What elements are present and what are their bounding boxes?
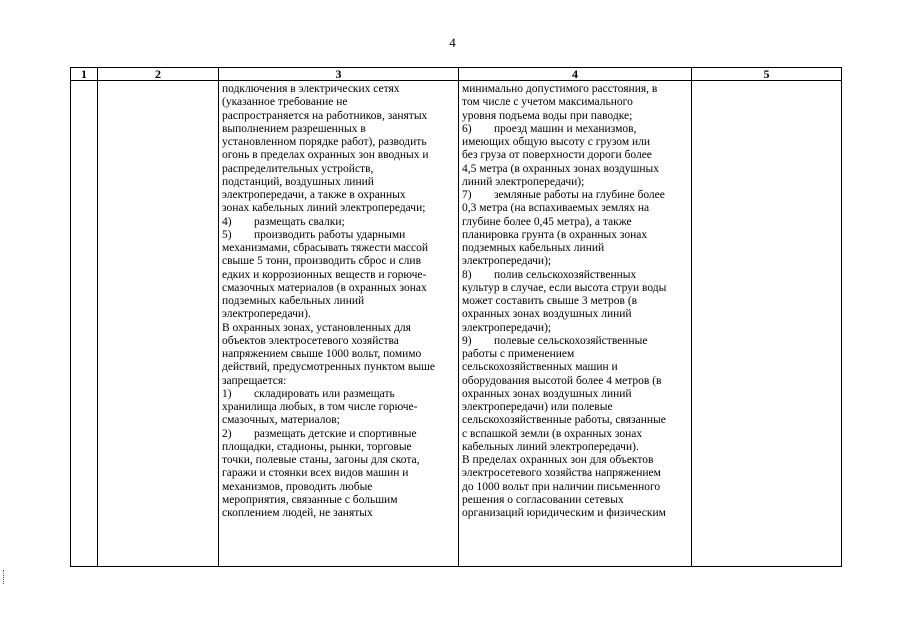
line-text: оборудования высотой более 4 метров (в xyxy=(462,374,662,387)
text-line xyxy=(222,375,455,388)
text-line xyxy=(222,216,455,229)
line-text: размещать свалки; xyxy=(254,215,345,228)
line-text: уровня подъема воды при паводке; xyxy=(462,109,633,122)
text-line xyxy=(222,110,455,123)
cell-column-5 xyxy=(692,81,842,567)
text-line xyxy=(462,136,688,149)
cell-column-2 xyxy=(98,81,219,567)
line-text: электропередачи); xyxy=(462,255,552,268)
line-text: с вспашкой земли (в охранных зонах xyxy=(462,427,643,440)
line-text: электропередачи); xyxy=(462,321,552,334)
text-line xyxy=(222,494,455,507)
line-text: В охранных зонах, установленных для xyxy=(222,321,411,334)
line-text: сельскохозяйственных машин и xyxy=(462,361,618,374)
line-text: складировать или размещать xyxy=(254,387,395,400)
text-line xyxy=(222,467,455,480)
item-number: 6) xyxy=(462,122,472,135)
text-line xyxy=(222,348,455,361)
text-line xyxy=(462,149,688,162)
line-text: действий, предусмотренных пунктом выше xyxy=(222,361,436,374)
text-line xyxy=(222,163,455,176)
restrictions-text-col3 xyxy=(219,81,458,520)
text-line xyxy=(462,401,688,414)
line-text: глубине более 0,45 метра), а также xyxy=(462,215,632,228)
text-line xyxy=(462,202,688,215)
text-line xyxy=(462,189,688,202)
text-line xyxy=(462,322,688,335)
line-text: точки, полевые станы, загоны для скота, xyxy=(222,454,420,466)
line-text: организаций юридическим и физическим xyxy=(462,507,666,519)
line-text: распределительных устройств, xyxy=(222,162,374,175)
line-text: охранных зонах воздушных линий xyxy=(462,387,632,400)
line-text: кабельных линий электропередачи). xyxy=(462,440,639,453)
text-line xyxy=(222,388,455,401)
text-line xyxy=(222,428,455,441)
text-line xyxy=(462,295,688,308)
line-text: подстанций, воздушных линий xyxy=(222,175,374,188)
text-line xyxy=(222,229,455,242)
text-line xyxy=(222,149,455,162)
text-line xyxy=(222,454,455,467)
column-header-3: 3 xyxy=(219,68,459,81)
text-line xyxy=(222,481,455,494)
line-text: смазочных материалов (в охранных зонах xyxy=(222,281,427,294)
line-text: электропередачи). xyxy=(222,308,311,321)
line-text: скоплением людей, не занятых xyxy=(222,507,373,519)
line-text: свыше 5 тонн, производить сброс и слив xyxy=(222,255,421,268)
column-header-1: 1 xyxy=(71,68,98,81)
cell-column-3 xyxy=(219,81,459,567)
item-number: 1) xyxy=(222,387,232,400)
item-number: 4) xyxy=(222,215,232,228)
text-line xyxy=(462,282,688,295)
line-text: гаражи и стоянки всех видов машин и xyxy=(222,467,409,480)
line-text: распространяется на работников, занятых xyxy=(222,109,428,122)
margin-mark xyxy=(3,570,8,584)
text-line xyxy=(222,441,455,454)
text-line xyxy=(222,507,455,520)
text-line xyxy=(222,176,455,189)
text-line xyxy=(462,255,688,268)
text-line xyxy=(462,454,688,467)
text-line xyxy=(222,242,455,255)
cell-column-1 xyxy=(71,81,98,567)
text-line xyxy=(222,202,455,215)
restrictions-text-col4 xyxy=(459,81,691,520)
line-text: электросетевого хозяйства напряжением xyxy=(462,467,661,480)
line-text: объектов электросетевого хозяйства xyxy=(222,334,399,347)
text-line xyxy=(222,136,455,149)
line-text: культур в случае, если высота струи воды xyxy=(462,281,667,294)
text-line xyxy=(222,83,455,96)
line-text: том числе с учетом максимального xyxy=(462,96,633,109)
item-number: 9) xyxy=(462,334,472,347)
table-row xyxy=(71,81,842,567)
table-header-row xyxy=(71,68,842,81)
line-text: зонах кабельных линий электропередачи; xyxy=(222,202,426,215)
text-line xyxy=(222,401,455,414)
text-line xyxy=(462,467,688,480)
line-text: решения о согласовании сетевых xyxy=(462,493,624,506)
line-text: напряжением свыше 1000 вольт, помимо xyxy=(222,348,422,360)
text-line xyxy=(462,83,688,96)
line-text: может составить свыше 3 метров (в xyxy=(462,295,638,307)
text-line xyxy=(222,189,455,202)
text-line xyxy=(222,414,455,427)
line-text: производить работы ударными xyxy=(254,228,406,241)
item-number: 5) xyxy=(222,228,232,241)
line-text: установленном порядке работ), разводить xyxy=(222,136,427,148)
line-text: охранных зонах воздушных линий xyxy=(462,308,632,321)
text-line xyxy=(222,269,455,282)
cell-column-4 xyxy=(459,81,692,567)
line-text: смазочных, материалов; xyxy=(222,414,340,427)
line-text: подключения в электрических сетях xyxy=(222,83,400,95)
line-text: полевые сельскохозяйственные xyxy=(494,334,648,347)
text-line xyxy=(222,123,455,136)
column-header-2: 2 xyxy=(98,68,219,81)
line-text: имеющих общую высоту с грузом или xyxy=(462,136,651,148)
line-text: сельскохозяйственные работы, связанные xyxy=(462,414,666,427)
line-text: земляные работы на глубине более xyxy=(494,189,665,201)
line-text: едких и коррозионных веществ и горюче- xyxy=(222,268,427,281)
text-line xyxy=(462,229,688,242)
line-text: минимально допустимого расстояния, в xyxy=(462,83,658,95)
text-line xyxy=(222,308,455,321)
line-text: площадки, стадионы, рынки, торговые xyxy=(222,440,412,453)
column-header-4: 4 xyxy=(459,68,692,81)
line-text: (указанное требование не xyxy=(222,96,348,109)
text-line xyxy=(462,375,688,388)
line-text: выполнением разрешенных в xyxy=(222,122,366,135)
page-number: 4 xyxy=(449,35,456,50)
line-text: проезд машин и механизмов, xyxy=(494,122,637,135)
text-line xyxy=(222,96,455,109)
text-line xyxy=(462,96,688,109)
text-line xyxy=(462,242,688,255)
text-line xyxy=(222,295,455,308)
item-number: 2) xyxy=(222,427,232,440)
text-line xyxy=(462,110,688,123)
text-line xyxy=(462,163,688,176)
line-text: электропередачи, а также в охранных xyxy=(222,189,406,201)
text-line xyxy=(462,441,688,454)
text-line xyxy=(462,308,688,321)
text-line xyxy=(462,494,688,507)
text-line xyxy=(462,348,688,361)
line-text: электропередачи) или полевые xyxy=(462,401,613,413)
text-line xyxy=(222,255,455,268)
line-text: механизмов, проводить любые xyxy=(222,480,373,493)
text-line xyxy=(462,414,688,427)
line-text: В пределах охранных зон для объектов xyxy=(462,454,654,466)
text-line xyxy=(462,216,688,229)
text-line xyxy=(462,176,688,189)
text-line xyxy=(222,322,455,335)
line-text: 4,5 метра (в охранных зонах воздушных xyxy=(462,162,660,175)
item-number: 7) xyxy=(462,189,472,201)
text-line xyxy=(462,269,688,282)
line-text: подземных кабельных линий xyxy=(222,295,365,307)
text-line xyxy=(462,507,688,520)
text-line xyxy=(462,481,688,494)
line-text: до 1000 вольт при наличии письменного xyxy=(462,480,661,493)
text-line xyxy=(222,335,455,348)
column-header-5: 5 xyxy=(692,68,842,81)
text-line xyxy=(462,361,688,374)
line-text: планировка грунта (в охранных зонах xyxy=(462,228,648,241)
text-line xyxy=(462,123,688,136)
line-text: мероприятия, связанные с большим xyxy=(222,493,398,506)
text-line xyxy=(222,361,455,374)
line-text: линий электропередачи); xyxy=(462,175,585,188)
regulations-table xyxy=(70,67,842,567)
line-text: запрещается: xyxy=(222,374,287,387)
line-text: подземных кабельных линий xyxy=(462,242,605,254)
line-text: полив сельскохозяйственных xyxy=(494,268,637,281)
text-line xyxy=(462,428,688,441)
line-text: 0,3 метра (на вспахиваемых землях на xyxy=(462,202,650,215)
item-number: 8) xyxy=(462,268,472,281)
line-text: размещать детские и спортивные xyxy=(254,427,417,440)
line-text: механизмами, сбрасывать тяжести массой xyxy=(222,242,429,254)
text-line xyxy=(462,335,688,348)
line-text: работы с применением xyxy=(462,348,575,360)
line-text: огонь в пределах охранных зон вводных и xyxy=(222,149,429,162)
text-line xyxy=(222,282,455,295)
line-text: хранилища любых, в том числе горюче- xyxy=(222,401,418,413)
text-line xyxy=(462,388,688,401)
line-text: без груза от поверхности дороги более xyxy=(462,149,652,162)
